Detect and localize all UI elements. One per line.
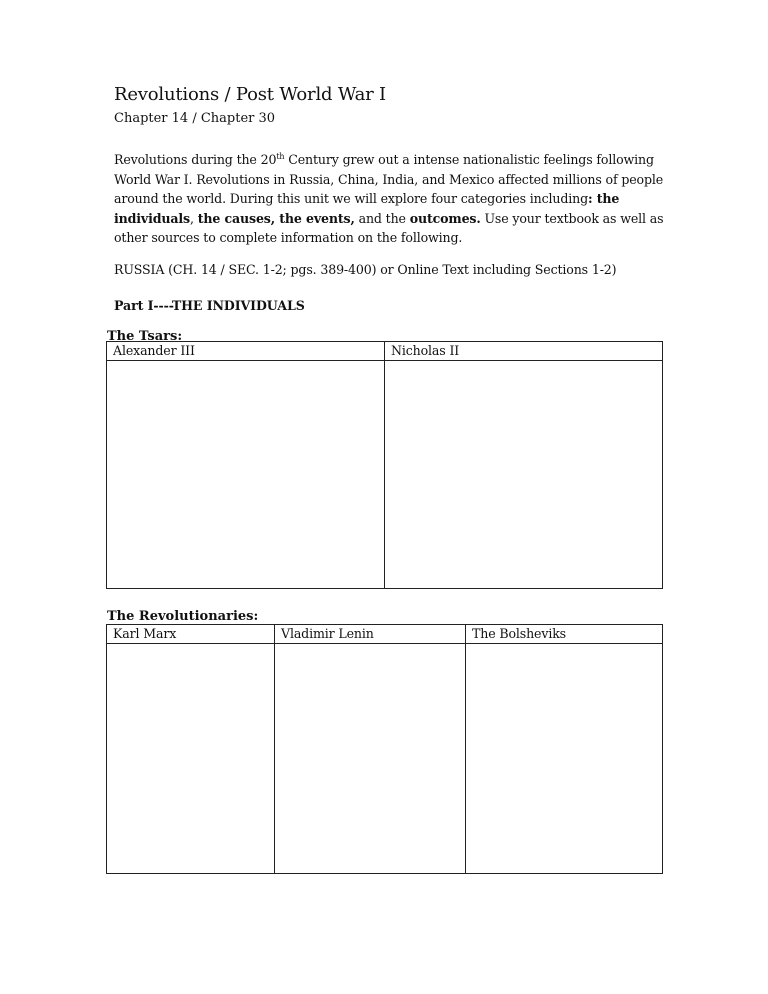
page-title: Revolutions / Post World War I <box>114 84 386 105</box>
intro-text: Century grew out a intense nationalistic feelings following World War I. Revolutions in Russia, China, India, and Mexico affected millions of people around the world. During this unit we will explore four categories including <box>114 152 664 206</box>
intro-bold: the causes, the events, <box>197 210 355 226</box>
intro-text: and the <box>354 210 410 226</box>
intro-bold: outcomes. <box>409 210 481 226</box>
revolutionaries-col-header: Vladimir Lenin <box>275 625 466 644</box>
intro-text: , <box>189 210 198 226</box>
intro-superscript: th <box>276 152 285 161</box>
part-heading: Part I----THE INDIVIDUALS <box>114 298 305 313</box>
answer-cell[interactable] <box>107 361 385 589</box>
intro-bold: : the individuals <box>114 191 620 226</box>
revolutionaries-col-header: The Bolsheviks <box>466 625 663 644</box>
answer-cell[interactable] <box>107 644 275 874</box>
revolutionaries-table <box>106 624 663 874</box>
russia-reading-line: RUSSIA (CH. 14 / SEC. 1-2; pgs. 389-400) or Online Text including Sections 1-2) <box>114 262 617 277</box>
tsars-col-header: Nicholas II <box>385 342 663 361</box>
tsars-heading: The Tsars: <box>107 329 183 344</box>
answer-cell[interactable] <box>275 644 466 874</box>
answer-cell[interactable] <box>385 361 663 589</box>
tsars-table <box>106 341 663 589</box>
intro-text: Revolutions during the 20 <box>114 152 277 167</box>
revolutionaries-col-header: Karl Marx <box>107 625 275 644</box>
page-subtitle: Chapter 14 / Chapter 30 <box>114 111 276 126</box>
intro-paragraph <box>114 150 674 248</box>
intro-text: Use your textbook as well as other sources to complete information on the following. <box>114 210 664 245</box>
answer-cell[interactable] <box>466 644 663 874</box>
revolutionaries-heading: The Revolutionaries: <box>107 609 259 624</box>
tsars-col-header: Alexander III <box>107 342 385 361</box>
